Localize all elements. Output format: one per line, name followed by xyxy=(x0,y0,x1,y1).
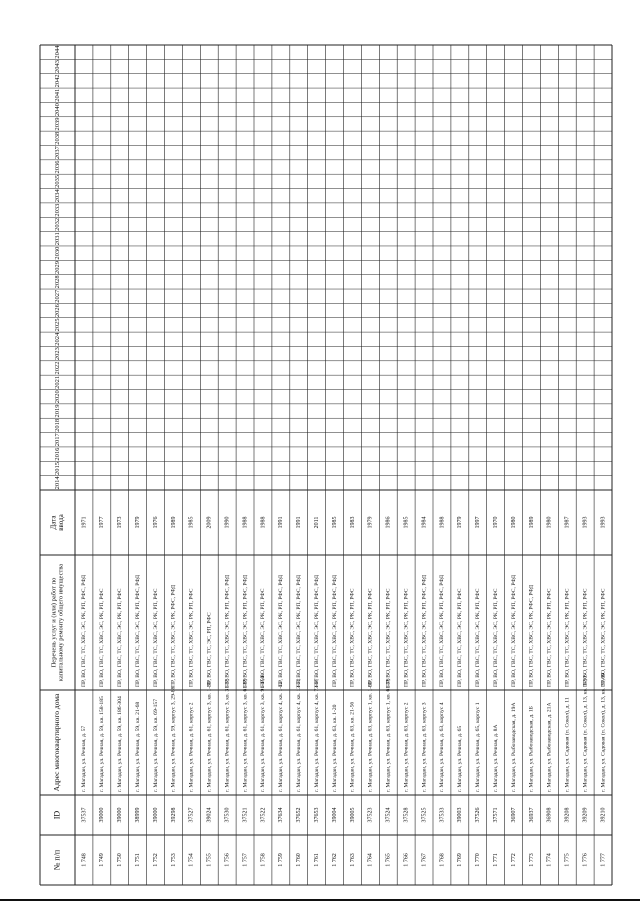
row-num: 1 755 xyxy=(206,853,213,867)
header-year-2023: 2023 xyxy=(53,347,61,361)
row-id: 38999 xyxy=(135,807,142,823)
header-year-2037: 2037 xyxy=(53,146,61,160)
row-address: г. Магадан, ул. Речная, д. 61, корпус 3, кв. 1-30 xyxy=(206,681,213,792)
row-works: ПР, ВО, ГВС, ТС, ХВС, ЭС, РК, РП, РФС xyxy=(564,588,571,687)
row-works: ПР, ВО, ГВС, ТС, ХВС, ЭС, РК, РП, РФС, РФД xyxy=(331,574,338,687)
row-works: ПР, ВО, ГВС, ТС, ХВС, ЭС, РК, РП, РФС xyxy=(385,588,392,687)
row-date: 1990 xyxy=(224,516,231,529)
row-address: г. Магадан, ул. Речная, д. 65 xyxy=(457,725,464,792)
header-date xyxy=(49,513,64,530)
row-address: г. Магадан, ул. Речная, д. 59, кв. 158-185 xyxy=(99,696,106,792)
row-date: 1991 xyxy=(296,516,303,529)
row-address: г. Магадан, ул. Речная, д. 61, корпус 4, кв. 13-72 xyxy=(296,678,303,792)
header-year-2042: 2042 xyxy=(53,74,61,88)
header-year-2035: 2035 xyxy=(53,174,61,188)
row-num: 1 748 xyxy=(81,853,88,867)
row-date: 1983 xyxy=(349,516,356,529)
row-num: 1 760 xyxy=(296,853,303,867)
row-id: 36908 xyxy=(546,807,553,823)
header-year-2036: 2036 xyxy=(53,160,61,174)
row-works: ПР, ВО, ГВС, ТС, ХВС, ЭС, РК, РП, РФС xyxy=(546,588,553,687)
row-address: г. Магадан, ул. Речная, д. 63, корпус 4 xyxy=(439,702,446,792)
row-works: ПР, ВО, ГВС, ТС, ХВС, ЭС, РК, РП, РФС, РФД xyxy=(224,574,231,687)
row-id: 37523 xyxy=(367,807,374,823)
header-year-2044: 2044 xyxy=(53,45,61,59)
row-num: 1 763 xyxy=(349,853,356,867)
row-address: г. Магадан, ул. Речная, д. 61, корпус 4, кв. 73-97 xyxy=(313,678,320,792)
row-address: г. Магадан, ул. Рыбозаводская, д. 1Б xyxy=(528,706,535,792)
row-id: 39298 xyxy=(170,807,177,823)
row-id: 37526 xyxy=(475,807,482,823)
header-year-2034: 2034 xyxy=(53,189,61,203)
row-num: 1 751 xyxy=(135,853,142,867)
header-works-line: капитальному ремонту общего имущества xyxy=(57,563,65,682)
row-num: 1 766 xyxy=(403,853,410,867)
header-year-2039: 2039 xyxy=(53,117,61,131)
row-date: 1985 xyxy=(188,516,195,529)
row-works: ПР, ВО, ГВС, ТС, ХВС, ЭС, РК, РП, РФС, РФД xyxy=(296,574,303,687)
header-works-line: Перечень услуг и (или) работ по xyxy=(50,577,58,668)
row-address: г. Магадан, ул. Речная, д. 63, корпус 1, кв. 1-60 xyxy=(367,681,374,792)
row-works: ПР, ВО, ГВС, ТС, ХВС, ЭС, РК, РП, РФС xyxy=(457,588,464,687)
header-year-2016: 2016 xyxy=(53,447,61,461)
row-num: 1 767 xyxy=(421,853,428,867)
row-date: 2009 xyxy=(206,516,213,529)
row-address: г. Магадан, ул. Речная, д. 63, корпус 2 xyxy=(403,702,410,792)
row-id: 39004 xyxy=(331,807,338,823)
header-year-2021: 2021 xyxy=(53,375,61,389)
row-id: 36907 xyxy=(510,807,517,823)
row-date: 1993 xyxy=(600,516,607,529)
row-id: 37652 xyxy=(296,807,303,823)
row-id: 39000 xyxy=(152,807,159,823)
row-num: 1 764 xyxy=(367,853,374,867)
row-date: 1980 xyxy=(546,516,553,529)
row-address: г. Магадан, ул. Рыбозаводская, д. 19А xyxy=(510,702,517,792)
row-id: 37530 xyxy=(224,807,231,823)
row-num: 1 775 xyxy=(564,853,571,867)
header-year-2040: 2040 xyxy=(53,103,61,117)
header-year-2026: 2026 xyxy=(53,304,61,318)
row-num: 1 758 xyxy=(260,853,267,867)
page-bottom-rule xyxy=(0,899,640,901)
row-date: 1997 xyxy=(475,516,482,529)
row-id: 37527 xyxy=(188,807,195,823)
row-works: ПР, ВО, ГВС, ТС, ХВС, ЭС, РК, РП, РФС, РФД xyxy=(81,574,88,687)
row-address: г. Магадан, ул. Садовая (п. Сокол), д. 11 xyxy=(564,697,571,792)
row-num: 1 761 xyxy=(314,853,321,867)
row-date: 1976 xyxy=(152,516,159,529)
row-id: 37528 xyxy=(403,807,410,823)
header-year-2032: 2032 xyxy=(53,217,61,231)
row-works: ПР, ВО, ГВС, ТС, ХВС, ЭС, РК, РП, РФС xyxy=(152,588,159,687)
header-year-2020: 2020 xyxy=(53,390,61,404)
row-address: г. Магадан, ул. Речная, д. 59, кв. 186-304 xyxy=(117,696,124,792)
row-works: ПР, ВО, ГВС, ТС, ХВС, ЭС, РК, РП, РФС xyxy=(367,588,374,687)
row-works: ПР, ВО, ГВС, ТС, ХВС, ЭС, РК, РП, РФС xyxy=(475,588,482,687)
header-year-2041: 2041 xyxy=(53,88,61,102)
row-date: 2011 xyxy=(314,516,321,529)
row-works: ПР, ВО, ГВС, ТС, ХВС, ЭС, РК, РП, РФС xyxy=(582,588,589,687)
row-address: г. Магадан, ул. Речная, д. 61, корпус 3, кв. 61-89 xyxy=(242,678,249,792)
row-id: 39210 xyxy=(600,807,607,823)
header-year-2019: 2019 xyxy=(53,404,61,418)
row-works: ПР, ВО, ГВС, ТС, ХВС, ЭС, РК, РП, РФС xyxy=(188,588,195,687)
row-num: 1 774 xyxy=(546,853,553,867)
row-num: 1 756 xyxy=(224,853,231,867)
row-works: ПР, ВО, ГВС, ТС, ХВС, ЭС, РК, РП, РФС xyxy=(99,588,106,687)
header-year-2029: 2029 xyxy=(53,261,61,274)
row-num: 1 770 xyxy=(475,853,482,867)
row-num: 1 759 xyxy=(278,853,285,867)
table-grid xyxy=(40,45,612,885)
row-address: г. Магадан, ул. Речная, д. 59, кв. 21-68 xyxy=(134,701,141,792)
header-year-2014: 2014 xyxy=(53,476,61,490)
row-address: г. Магадан, ул. Речная, д. 61, корпус 4, кв. 1-12 xyxy=(278,681,285,792)
row-address: г. Магадан, ул. Садовая (п. Сокол), д. 13, кв. 1-30 xyxy=(582,675,589,792)
header-year-2028: 2028 xyxy=(53,275,61,289)
row-works: ПР, ВО, ГВС, ТС, ХВС, ЭС, РК, РП, РФС, РФД xyxy=(313,574,320,687)
row-address: г. Магадан, ул. Речная, д. 63, кв. 1-20 xyxy=(331,704,338,792)
row-date: 1987 xyxy=(564,516,571,529)
row-num: 1 753 xyxy=(170,853,177,867)
row-id: 37524 xyxy=(385,807,392,823)
row-id: 39000 xyxy=(99,807,106,823)
row-address: г. Магадан, ул. Речная, д. 65, корпус 1 xyxy=(475,702,482,792)
row-id: 39209 xyxy=(582,807,589,823)
row-works: ПР, ВО, ГВС, ТС, ХВС, ЭС, РК, РП, РФС xyxy=(260,588,267,687)
row-num: 1 750 xyxy=(117,853,124,867)
row-date: 1985 xyxy=(331,516,338,529)
row-works: ПР, ВО, ГВС, ТС, ЭС, РП, РФС xyxy=(206,612,213,687)
row-date: 1973 xyxy=(117,516,124,529)
row-num: 1 754 xyxy=(188,853,195,867)
row-id: 39024 xyxy=(206,807,213,823)
row-address: г. Магадан, ул. Речная, д. 59, кв. 69-157 xyxy=(152,698,159,792)
row-works: ПР, ВО, ГВС, ТС, ХВС, ЭС, РК, РП, РФС xyxy=(349,588,356,687)
header-year-2024: 2024 xyxy=(53,332,61,346)
row-works: ПР, ВО, ГВС, ТС, ХВС, ЭС, РК, РП, РФС xyxy=(117,588,124,687)
row-num: 1 757 xyxy=(242,853,249,867)
row-num: 1 776 xyxy=(582,853,589,867)
row-date: 1989 xyxy=(170,516,177,529)
row-id: 37537 xyxy=(81,807,88,823)
row-address: г. Магадан, ул. Рыбозаводская, д. 21А xyxy=(546,702,553,792)
row-works: ПР, ВО, ГВС, ТС, ХВС, ЭС, РК, РП, РФС, РФД xyxy=(421,574,428,687)
header-year-2022: 2022 xyxy=(53,361,61,375)
row-address: г. Магадан, ул. Речная, д. 63, корпус 1, кв. 61-78 xyxy=(385,678,392,792)
row-address: г. Магадан, ул. Садовая (п. Сокол), д. 13, кв. 31-60 xyxy=(600,673,607,792)
row-date: 1988 xyxy=(260,516,267,529)
row-works: ПР, ВО, ГВС, ТС, ХВС, ЭС, РК, РП, РФС, РФД xyxy=(134,574,141,687)
row-num: 1 762 xyxy=(331,853,338,867)
header-year-2018: 2018 xyxy=(53,418,61,432)
row-num: 1 773 xyxy=(528,853,535,867)
row-id: 37521 xyxy=(242,807,249,823)
row-id: 37653 xyxy=(314,807,321,823)
row-works: ПР, ВО, ГВС, ТС, ХВС, ЭС, РК, РП, РФС, РФД xyxy=(510,574,517,687)
row-works: ПР, ВО, ГВС, ТС, ХВС, ЭС, РК, РП, РФС, РФД xyxy=(278,574,285,687)
row-works: ПР, ВО, ГВС, ТС, ХВС, ЭС, РК, РП, РФС xyxy=(600,588,607,687)
row-works: ПР, ВО, ГВС, ТС, ХВС, ЭС, РК, РП, РФС xyxy=(492,588,499,687)
row-num: 1 749 xyxy=(99,853,106,867)
header-year-2030: 2030 xyxy=(53,246,61,260)
header-year-2043: 2043 xyxy=(53,60,61,74)
row-num: 1 752 xyxy=(152,853,159,867)
row-date: 1977 xyxy=(99,516,106,529)
header-year-2038: 2038 xyxy=(53,131,61,145)
row-address: г. Магадан, ул. Речная, д. 8А xyxy=(492,724,499,792)
row-date: 1979 xyxy=(367,516,374,529)
row-num: 1 771 xyxy=(493,853,500,867)
header-works xyxy=(51,564,65,682)
row-address: г. Магадан, ул. Речная, д. 63, корпус 3 xyxy=(421,702,428,792)
row-id: 37522 xyxy=(260,807,267,823)
row-id: 37533 xyxy=(439,807,446,823)
row-num: 1 769 xyxy=(457,853,464,867)
row-address: г. Магадан, ул. Речная, д. 57 xyxy=(81,725,88,792)
row-id: 39000 xyxy=(117,807,124,823)
row-date: 1991 xyxy=(278,516,285,529)
header-id: ID xyxy=(52,810,62,820)
header-year-2025: 2025 xyxy=(53,318,61,332)
header-date-line: Дата xyxy=(49,515,58,530)
row-works: ПР, ВО, ГВС, ТС, ХВС, ЭС, РК, РП, РФС, РФД xyxy=(439,574,446,687)
row-num: 1 765 xyxy=(385,853,392,867)
row-address: г. Магадан, ул. Речная, д. 61, корпус 2 xyxy=(188,702,195,792)
row-works: ПР, ВО, ГВС, ТС, ХВС, ЭС, РК, РП, РФС, РФД xyxy=(242,574,249,687)
row-date: 1979 xyxy=(457,516,464,529)
row-num: 1 777 xyxy=(600,853,607,867)
row-address: г. Магадан, ул. Речная, д. 61, корпус 3, кв. 31-33 xyxy=(224,678,231,792)
row-id: 39005 xyxy=(349,807,356,823)
row-date: 1970 xyxy=(493,516,500,529)
row-address: г. Магадан, ул. Речная, д. 61, корпус 3, кв. 91-150 xyxy=(260,675,267,792)
row-works: ПР, ВО, ГВС, ТС, ХВС, ЭС, РК, РФС, РФД xyxy=(170,584,177,687)
row-num: 1 768 xyxy=(439,853,446,867)
header-year-2015: 2015 xyxy=(53,461,61,475)
row-date: 1988 xyxy=(242,516,249,529)
row-date: 1993 xyxy=(582,516,589,529)
header-num: № п/п xyxy=(52,849,62,871)
row-id: 37525 xyxy=(421,807,428,823)
table-cells xyxy=(49,45,606,870)
row-date: 1984 xyxy=(421,516,428,529)
row-works: ПР, ВО, ГВС, ТС, ХВС, ЭС, РК, РФС, РФД xyxy=(528,584,535,687)
row-date: 1986 xyxy=(385,516,392,529)
row-date: 1980 xyxy=(510,516,517,529)
row-id: 37634 xyxy=(278,807,285,823)
row-date: 1979 xyxy=(135,516,142,529)
row-date: 1988 xyxy=(439,516,446,529)
header-year-2027: 2027 xyxy=(53,289,61,303)
row-date: 1989 xyxy=(528,516,535,529)
header-year-2031: 2031 xyxy=(53,232,61,246)
row-id: 37571 xyxy=(493,807,500,823)
header-address: Адрес многоквартирного дома xyxy=(52,693,62,792)
row-num: 1 772 xyxy=(510,853,517,867)
row-id: 39003 xyxy=(457,807,464,823)
header-year-2033: 2033 xyxy=(53,203,61,217)
row-id: 39208 xyxy=(564,807,571,823)
row-works: ПР, ВО, ГВС, ТС, ХВС, ЭС, РК, РП, РФС xyxy=(403,588,410,687)
row-id: 36937 xyxy=(528,807,535,823)
row-address: г. Магадан, ул. Речная, д. 63, кв. 21-56 xyxy=(349,701,356,792)
header-year-2017: 2017 xyxy=(53,433,61,447)
header-date-line: ввода xyxy=(56,514,65,531)
row-address: г. Магадан, ул. Речная, д. 59, корпус 3, 29-88 xyxy=(170,686,177,792)
row-date: 1985 xyxy=(403,516,410,529)
row-date: 1971 xyxy=(81,516,88,529)
